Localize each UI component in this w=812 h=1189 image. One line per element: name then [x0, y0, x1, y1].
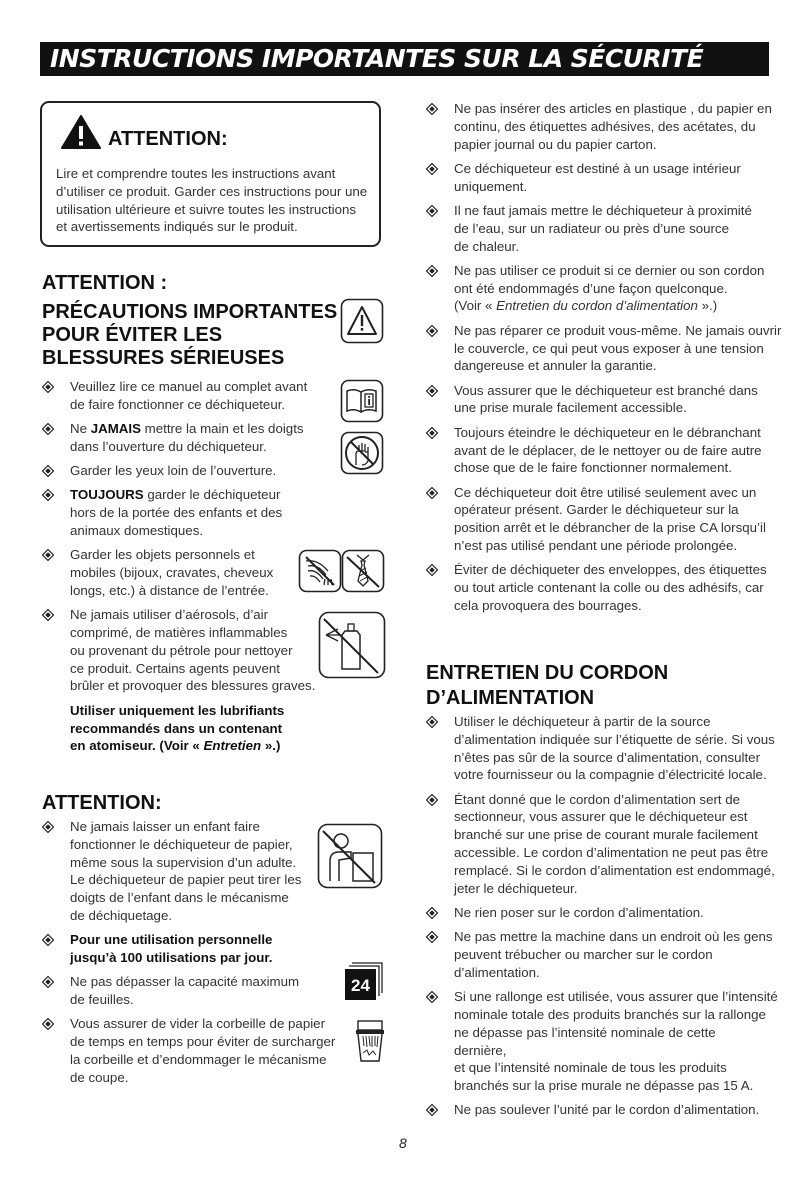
- list-item: Si une rallonge est utilisée, vous assurer que l’intensité nominale totale des produits branchés sur la rallonge ne dépasse pas l’intensité nominale de cette dernière, et que l’intensité nominale de tous les produits branchés sur la prise murale ne dépasse pas 15 A.: [426, 988, 771, 1095]
- cord-care-list: [426, 713, 778, 1126]
- no-tie-icon: [341, 549, 385, 593]
- page-number: 8: [399, 1135, 407, 1151]
- shredder-bin-icon: [355, 1019, 385, 1063]
- diamond-bullet-icon: [42, 934, 54, 946]
- list-item: Veuillez lire ce manuel au complet avant de faire fonctionner ce déchiqueteur.: [42, 378, 327, 414]
- read-manual-icon: [340, 379, 384, 423]
- warning-box-text: Lire et comprendre toutes les instructions avant d’utiliser ce produit. Garder ces instructions pour une utilisation ultérieure et suivre toutes les instructions et avertissements indiqués sur le produit.: [56, 166, 368, 235]
- right-column-list: [426, 100, 782, 621]
- diamond-bullet-icon: [426, 385, 438, 397]
- diamond-bullet-icon: [42, 489, 54, 501]
- diamond-bullet-icon: [42, 976, 54, 988]
- warning-box-title: ATTENTION:: [108, 128, 228, 150]
- diamond-bullet-icon: [42, 609, 54, 621]
- list-item: Ne jamais laisser un enfant faire fonctionner le déchiqueteur de papier, même sous la supervision d’un adulte. Le déchiqueteur de papier peut tirer les doigts de l’enfant dans le mécanisme de déchiquetage.: [42, 818, 332, 925]
- section1-heading: ATTENTION : PRÉCAUTIONS IMPORTANTES POUR ÉVITER LES BLESSURES SÉRIEUSES: [42, 272, 338, 369]
- diamond-bullet-icon: [426, 931, 438, 943]
- diamond-bullet-icon: [42, 821, 54, 833]
- caution-triangle-icon: [340, 298, 384, 344]
- list-item: Il ne faut jamais mettre le déchiqueteur à proximité de l’eau, sur un radiateur ou près d’une source de chaleur.: [426, 202, 771, 255]
- list-item: Ne pas utiliser ce produit si ce dernier ou son cordon ont été endommagés d’une façon quelconque. (Voir « Entretien du cordon d’alimentation ».): [426, 262, 771, 315]
- section2-list: [42, 818, 336, 1093]
- lubricant-note: Utiliser uniquement les lubrifiants recommandés dans un contenant en atomiseur. (Voir « Entretien ».): [70, 702, 285, 754]
- list-item: Ne pas soulever l’unité par le cordon d’alimentation.: [426, 1101, 771, 1119]
- list-item: Ne pas dépasser la capacité maximum de feuilles.: [42, 973, 332, 1009]
- diamond-bullet-icon: [426, 487, 438, 499]
- list-item: Ce déchiqueteur est destiné à un usage intérieur uniquement.: [426, 160, 771, 196]
- diamond-bullet-icon: [426, 103, 438, 115]
- warning-triangle-icon: [60, 114, 102, 150]
- list-item: Garder les objets personnels et mobiles (bijoux, cravates, cheveux longs, etc.) à distance de l’entrée.: [42, 546, 327, 599]
- diamond-bullet-icon: [42, 549, 54, 561]
- list-item: Ne jamais utiliser d’aérosols, d’air comprimé, de matières inflammables ou provenant du pétrole pour nettoyer ce produit. Certains agents peuvent brûler et provoquer des blessures graves.: [42, 606, 327, 695]
- list-item: TOUJOURS garder le déchiqueteur hors de la portée des enfants et des animaux domestiques.: [42, 486, 327, 539]
- diamond-bullet-icon: [426, 991, 438, 1003]
- list-item: Pour une utilisation personnelle jusqu’à 100 utilisations par jour.: [42, 931, 332, 967]
- list-item: Utiliser le déchiqueteur à partir de la source d’alimentation indiquée sur l’étiquette de série. Si vous n’êtes pas sûr de la source d’alimentation, consulter votre fournisseur ou la compagnie d’électricité locale.: [426, 713, 771, 784]
- list-item: Vous assurer que le déchiqueteur est branché dans une prise murale facilement accessible.: [426, 382, 771, 418]
- list-item: Étant donné que le cordon d’alimentation sert de sectionneur, vous assurer que le déchiqueteur est branché sur une prise de courant murale facilement accessible. Le cordon d’alimentation ne peut pas être remplacé. Si le cordon d’alimentation est endommagé, jeter le déchiqueteur.: [426, 791, 771, 898]
- diamond-bullet-icon: [42, 465, 54, 477]
- sheet-capacity-badge: [344, 961, 384, 1001]
- list-item: Garder les yeux loin de l’ouverture.: [42, 462, 327, 480]
- section2-heading: ATTENTION:: [42, 792, 162, 814]
- no-aerosol-icon: [318, 611, 386, 679]
- diamond-bullet-icon: [426, 325, 438, 337]
- diamond-bullet-icon: [426, 564, 438, 576]
- list-item: Toujours éteindre le déchiqueteur en le débranchant avant de le déplacer, de le nettoyer ou de faire autre chose que de le faire fonctionner normalement.: [426, 424, 771, 477]
- warning-box: [40, 101, 381, 247]
- diamond-bullet-icon: [42, 381, 54, 393]
- diamond-bullet-icon: [426, 265, 438, 277]
- page-header-bar: [40, 42, 769, 76]
- section1-list: [42, 378, 327, 762]
- list-item: Vous assurer de vider la corbeille de papier de temps en temps pour éviter de surcharger la corbeille et d’endommager le mécanisme de coupe.: [42, 1015, 332, 1086]
- cord-care-heading: ENTRETIEN DU CORDON D’ALIMENTATION: [426, 662, 669, 709]
- list-item: Éviter de déchiqueter des enveloppes, des étiquettes ou tout article contenant la colle ou des adhésifs, car cela provoquera des bourrages.: [426, 561, 771, 614]
- list-item: Ce déchiqueteur doit être utilisé seulement avec un opérateur présent. Garder le déchiqueteur sur la position arrêt et le débrancher de la prise CA lorsqu’il n’est pas utilisé pendant une période prolongée.: [426, 484, 771, 555]
- diamond-bullet-icon: [42, 423, 54, 435]
- list-item: Ne pas réparer ce produit vous-même. Ne jamais ouvrir le couvercle, ce qui peut vous exposer à une tension dangereuse et annuler la garantie.: [426, 322, 771, 375]
- diamond-bullet-icon: [426, 427, 438, 439]
- no-children-icon: [317, 823, 383, 889]
- page-header-title: INSTRUCTIONS IMPORTANTES SUR LA SÉCURITÉ: [50, 44, 704, 73]
- diamond-bullet-icon: [426, 163, 438, 175]
- list-item: Ne pas insérer des articles en plastique , du papier en continu, des étiquettes adhésives, des acétates, du papier journal ou du papier carton.: [426, 100, 771, 153]
- diamond-bullet-icon: [42, 1018, 54, 1030]
- diamond-bullet-icon: [426, 907, 438, 919]
- list-item: Ne pas mettre la machine dans un endroit où les gens peuvent trébucher ou marcher sur le cordon d’alimentation.: [426, 928, 771, 981]
- sheet-capacity-value: 24: [351, 976, 370, 995]
- diamond-bullet-icon: [426, 205, 438, 217]
- list-item: Ne JAMAIS mettre la main et les doigts dans l’ouverture du déchiqueteur.: [42, 420, 327, 456]
- diamond-bullet-icon: [426, 716, 438, 728]
- diamond-bullet-icon: [426, 794, 438, 806]
- diamond-bullet-icon: [426, 1104, 438, 1116]
- list-item: Ne rien poser sur le cordon d’alimentation.: [426, 904, 771, 922]
- no-hands-icon: [340, 431, 384, 475]
- no-hair-icon: [298, 549, 342, 593]
